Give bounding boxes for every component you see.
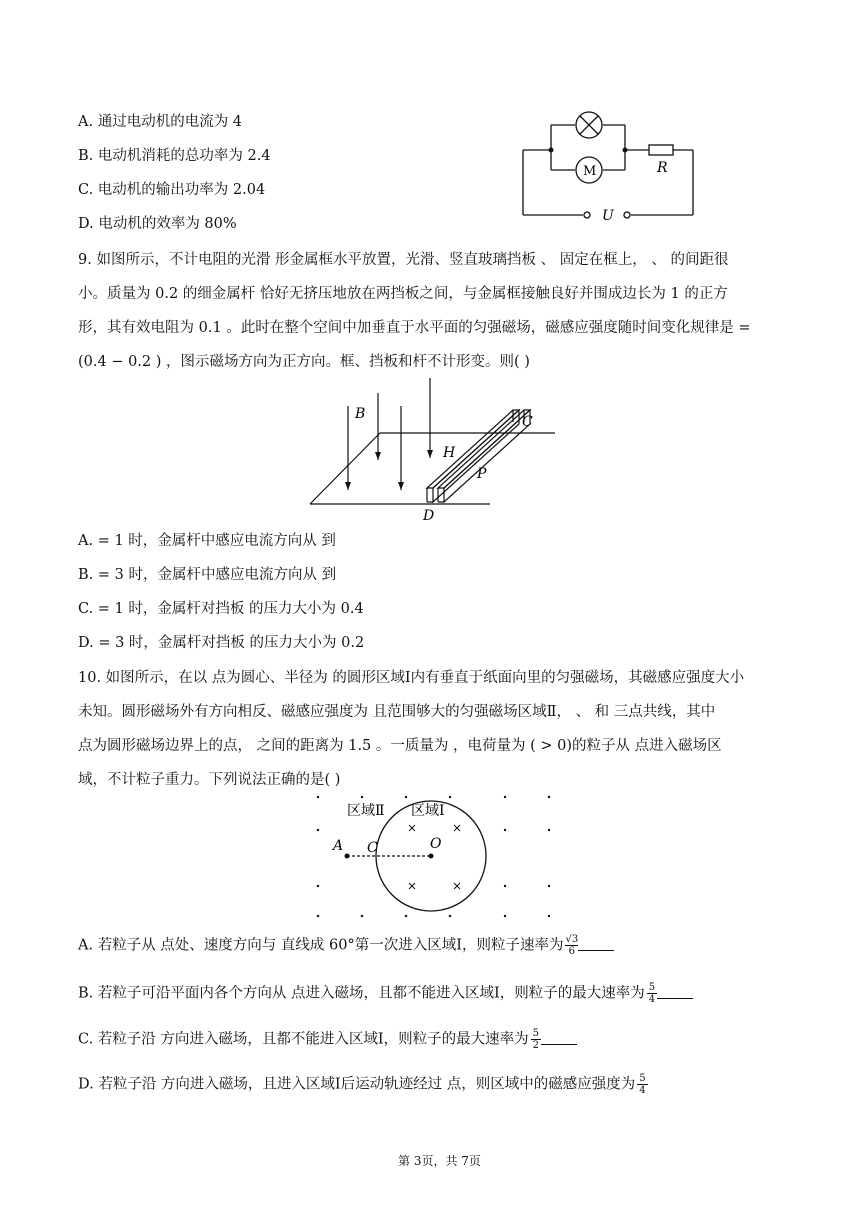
q10-option-a: A. 若粒子从 点处、速度方向与 直线成 60°第一次进入区域Ⅰ，则粒子速率为 $\frac{√3}{6}$	[78, 934, 614, 957]
q9-option-d: D. = 3 时，金属杆对挡板 的压力大小为 0.2	[78, 635, 365, 651]
q10-figure	[305, 790, 565, 925]
q8-circuit-diagram	[515, 110, 705, 225]
q10-option-d: D. 若粒子沿 方向进入磁场，且进入区域Ⅰ后运动轨迹经过 点，则区域中的磁感应强度为 $\frac{5}{4}$	[78, 1073, 646, 1096]
q9-figure	[305, 378, 565, 528]
q8-option-d: D. 电动机的效率为 80%	[78, 216, 237, 232]
q8-option-a: A. 通过电动机的电流为 4	[78, 114, 243, 130]
page-footer: 第 3页，共 7页	[398, 1154, 481, 1168]
q10-stem-line3: 点为圆形磁场边界上的点， 之间的距离为 1.5 。一质量为 ，电荷量为 ( > 0)的粒子从 点进入磁场区	[78, 738, 722, 754]
q10-label-c: C	[367, 840, 378, 856]
q9-stem-line4: (0.4 − 0.2 ) ，图示磁场方向为正方向。框、挡板和杆不计形变。则( )	[78, 354, 530, 370]
q9-option-c: C. = 1 时，金属杆对挡板 的压力大小为 0.4	[78, 601, 364, 617]
q10-option-b: B. 若粒子可沿平面内各个方向从 点进入磁场，且都不能进入区域Ⅰ，则粒子的最大速率为 $\frac{5}{4}$	[78, 982, 693, 1005]
q9-label-b: B	[355, 406, 366, 422]
q9-label-p: P	[477, 466, 487, 482]
motor-label: M	[583, 164, 597, 179]
q8-option-c: C. 电动机的输出功率为 2.04	[78, 182, 266, 198]
q10-label-o: O	[430, 836, 442, 852]
q9-stem-line1: 9. 如图所示，不计电阻的光滑 形金属框水平放置，光滑、竖直玻璃挡板 、 固定在框上， 、 的间距很	[78, 252, 729, 268]
resistor-label: R	[657, 160, 668, 176]
q10-stem-line1: 10. 如图所示，在以 点为圆心、半径为 的圆形区域Ⅰ内有垂直于纸面向里的匀强磁场，其磁感应强度大小	[78, 670, 745, 686]
voltage-label: U	[602, 208, 614, 224]
q10-label-a: A	[333, 838, 344, 854]
q10-stem-line2: 未知。圆形磁场外有方向相反、磁感应强度为 且范围够大的匀强磁场区域Ⅱ， 、 和 三点共线，其中	[78, 704, 716, 720]
q10-stem-line4: 域，不计粒子重力。下列说法正确的是( )	[78, 772, 341, 788]
q9-option-b: B. = 3 时，金属杆中感应电流方向从 到	[78, 567, 337, 583]
q8-option-b: B. 电动机消耗的总功率为 2.4	[78, 148, 271, 164]
q9-stem-line2: 小。质量为 0.2 的细金属杆 恰好无挤压地放在两挡板之间，与金属框接触良好并围成边长为 1 的正方	[78, 286, 728, 302]
q9-label-c: C	[522, 414, 533, 430]
q9-stem-line3: 形，其有效电阻为 0.1 。此时在整个空间中加垂直于水平面的匀强磁场，磁感应强度随时间变化规律是 =	[78, 320, 751, 336]
q10-region2-label: 区域Ⅱ	[347, 803, 385, 819]
q10-region1-label: 区域Ⅰ	[411, 803, 445, 819]
q9-label-h: H	[443, 445, 456, 461]
q9-label-d: D	[423, 508, 435, 524]
q9-option-a: A. = 1 时，金属杆中感应电流方向从 到	[78, 533, 336, 549]
q10-option-c: C. 若粒子沿 方向进入磁场，且都不能进入区域Ⅰ，则粒子的最大速率为 $\frac{5}{2}$	[78, 1028, 577, 1051]
